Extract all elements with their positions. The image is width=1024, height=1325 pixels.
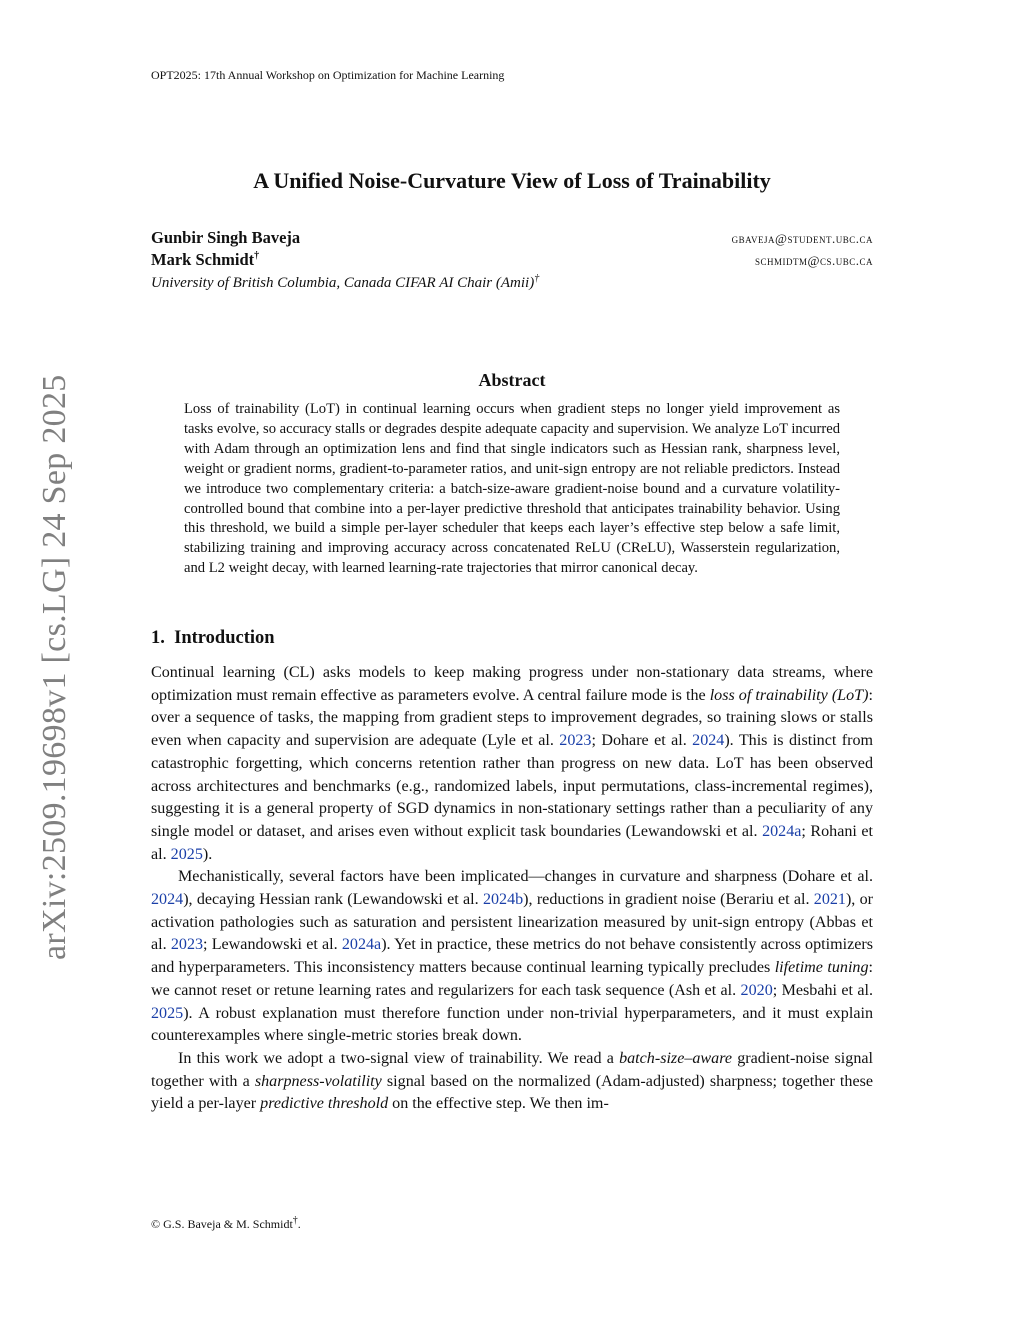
author-email[interactable]: schmidtm@cs.ubc.ca [755,253,873,268]
abstract-text: Loss of trainability (LoT) in continual learning occurs when gradient steps no longer yield improvement as tasks evolve, so accuracy stalls or degrades despite adequate capacity and supervision. We analyze LoT incurred with Adam through an optimization lens and find that single indicators such as Hessian rank, sharpness level, weight or gradient norms, gradient-to-parameter ratios, and unit-sign entropy are not reliable predictors. Instead we introduce two complementary criteria: a batch-size-aware gradient-noise bound and a curvature volatility-controlled bound that combine into a per-layer predictive threshold that anticipates trainability behavior. Using this threshold, we build a simple per-layer scheduler that keeps each layer’s effective step below a safe limit, stabilizing training and improving accuracy across concatenated ReLU (CReLU), Wasserstein regularization, and L2 weight decay, with learned learning-rate trajectories that mirror canonical decay. [184,401,840,577]
citation-link[interactable]: 2024 [151,891,184,909]
running-header: OPT2025: 17th Annual Workshop on Optimization for Machine Learning [151,68,505,82]
author-name: Mark Schmidt† [151,250,260,269]
citation-link[interactable]: 2025 [151,1004,184,1022]
citation-link[interactable]: 2024b [482,891,524,909]
affiliation: University of British Columbia, Canada CIFAR AI Chair (Amii)† [151,273,540,291]
author-name: Gunbir Singh Baveja [151,228,301,247]
citation-link[interactable]: 2024 [692,732,725,750]
citation-link[interactable]: 2021 [813,891,846,909]
citation-link[interactable]: 2023 [559,732,592,750]
paragraph: Mechanistically, several factors have been implicated—changes in curvature and sharpness (Dohare et al. 2024), decaying Hessian rank (Lewandowski et al. 2024b), reductions in gradient noise (Berariu et al. 2021), or activation pathologies such as saturation and persistent linearization measured by unit-sign entropy (Abbas et al. 2023; Lewandowski et al. 2024a). Yet in practice, these metrics do not behave consistently across optimizers and hyperparameters. This inconsistency matters because continual learning typically precludes lifetime tuning: we cannot reset or retune learning rates and regularizers for each task sequence (Ash et al. 2020; Mesbahi et al. 2025). A robust explanation must therefore function under non-trivial hyperparameters, and it must explain counterexamples where single-metric stories break down. [151,868,874,1045]
section-body [151,662,873,1116]
paragraph: Continual learning (CL) asks models to keep making progress under non-stationary data streams, where optimization must remain effective as parameters evolve. A central failure mode is the loss of trainability (LoT): over a sequence of tasks, the mapping from gradient steps to improvement degrades, so training slows or stalls even when capacity and supervision are adequate (Lyle et al. 2023; Dohare et al. 2024). This is distinct from catastrophic forgetting, which concerns retention rather than progress on new data. LoT has been observed across architectures and benchmarks (e.g., randomized labels, input permutations, class-incremental regimes), suggesting it is a general property of SGD dynamics in non-stationary settings rather than a peculiarity of any single model or dataset, and arises even without explicit task boundaries (Lewandowski et al. 2024a; Rohani et al. 2025). [151,664,874,863]
section-heading: 1. Introduction [151,628,275,648]
citation-link[interactable]: 2020 [740,981,773,999]
arxiv-stamp[interactable]: arXiv:2509.19698v1 [cs.LG] 24 Sep 2025 [36,374,73,960]
abstract-heading: Abstract [478,370,546,390]
paragraph: In this work we adopt a two-signal view of trainability. We read a batch-size–aware gradient-noise signal together with a sharpness-volatility signal based on the normalized (Adam-adjusted) sharpness; together these yield a per-layer predictive threshold on the effective step. We then im- [151,1049,873,1113]
paper-title: A Unified Noise-Curvature View of Loss of Trainability [253,168,771,193]
author-email[interactable]: gbaveja@student.ubc.ca [731,231,873,246]
citation-link[interactable]: 2024a [762,822,802,840]
copyright-footer: © G.S. Baveja & M. Schmidt†. [151,1215,301,1231]
citation-link[interactable]: 2024a [341,936,382,954]
citation-link[interactable]: 2023 [170,936,204,954]
citation-link[interactable]: 2025 [170,845,203,863]
